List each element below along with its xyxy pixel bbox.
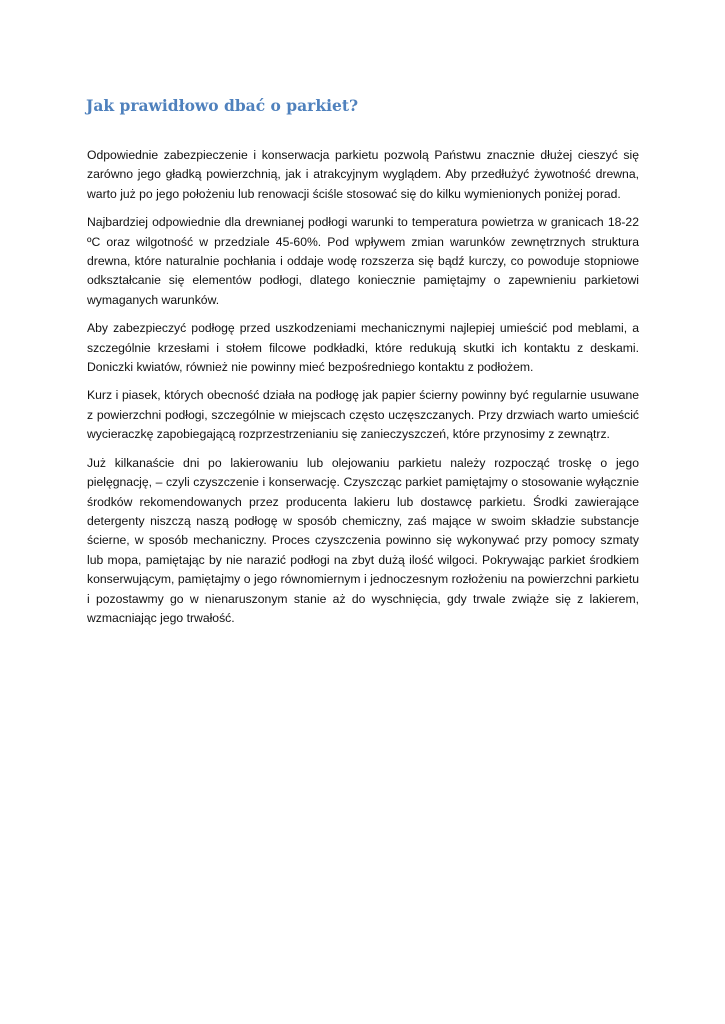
paragraph-furniture-protection: Aby zabezpieczyć podłogę przed uszkodzeniami mechanicznymi najlepiej umieścić pod meblami, a szczególnie krzesłami i stołem filcowe podkładki, które redukują skutki ich kontaktu z deskami. Doniczki kwiatów, również nie powinny mieć bezpośredniego kontaktu z podłożem. bbox=[87, 321, 639, 375]
paragraph-dust-and-sand: Kurz i piasek, których obecność działa na podłogę jak papier ścierny powinny być regularnie usuwane z powierzchni podłogi, szczególnie w miejscach często uczęszczanych. Przy drzwiach warto umieścić wycieraczkę zapobiegającą rozprzestrzenianiu się zanieczyszczeń, które przynosimy z zewnątrz. bbox=[87, 388, 639, 442]
paragraph-cleaning-and-maintenance: Już kilkanaście dni po lakierowaniu lub olejowaniu parkietu należy rozpocząć troskę o jego pielęgnację, – czyli czyszczenie i konserwację. Czyszcząc parkiet pamiętajmy o stosowanie wyłącznie środków rekomendowanych przez producenta lakieru lub dostawcę parkietu. Środki zawierające detergenty niszczą naszą podłogę w sposób chemiczny, zaś mające w swoim składzie substancje ścierne, w sposób mechaniczny. Proces czyszczenia powinno się wykonywać przy pomocy szmaty lub mopa, pamiętając by nie narazić podłogi na zbyt dużą ilość wilgoci. Pokrywając parkiet środkiem konserwującym, pamiętajmy o jego równomiernym i jednoczesnym rozłożeniu na powierzchni parkietu i pozostawmy go w nienaruszonym stanie aż do wyschnięcia, gdy trwale zwiąże się z lakierem, wzmacniając jego trwałość. bbox=[87, 455, 639, 625]
document-title: Jak prawidłowo dbać o parkiet? bbox=[86, 96, 359, 115]
paragraph-climate-conditions: Najbardziej odpowiednie dla drewnianej podłogi warunki to temperatura powietrza w granicach 18-22 ºC oraz wilgotność w przedziale 45-60%. Pod wpływem zmian warunków zewnętrznych struktura drewna, które naturalnie pochłania i oddaje wodę rozszerza się bądź kurczy, co powoduje stopniowe odkształcanie się elementów podłogi, dlatego koniecznie pamiętajmy o zapewnieniu parkietowi wymaganych warunków. bbox=[87, 215, 639, 307]
document-body bbox=[87, 146, 639, 637]
paragraph-care-intro: Odpowiednie zabezpieczenie i konserwacja parkietu pozwolą Państwu znacznie dłużej cieszyć się zarówno jego gładką powierzchnią, jak i atrakcyjnym wyglądem. Aby przedłużyć żywotność drewna, warto już po jego położeniu lub renowacji ściśle stosować się do kilku wymienionych poniżej porad. bbox=[87, 148, 639, 201]
